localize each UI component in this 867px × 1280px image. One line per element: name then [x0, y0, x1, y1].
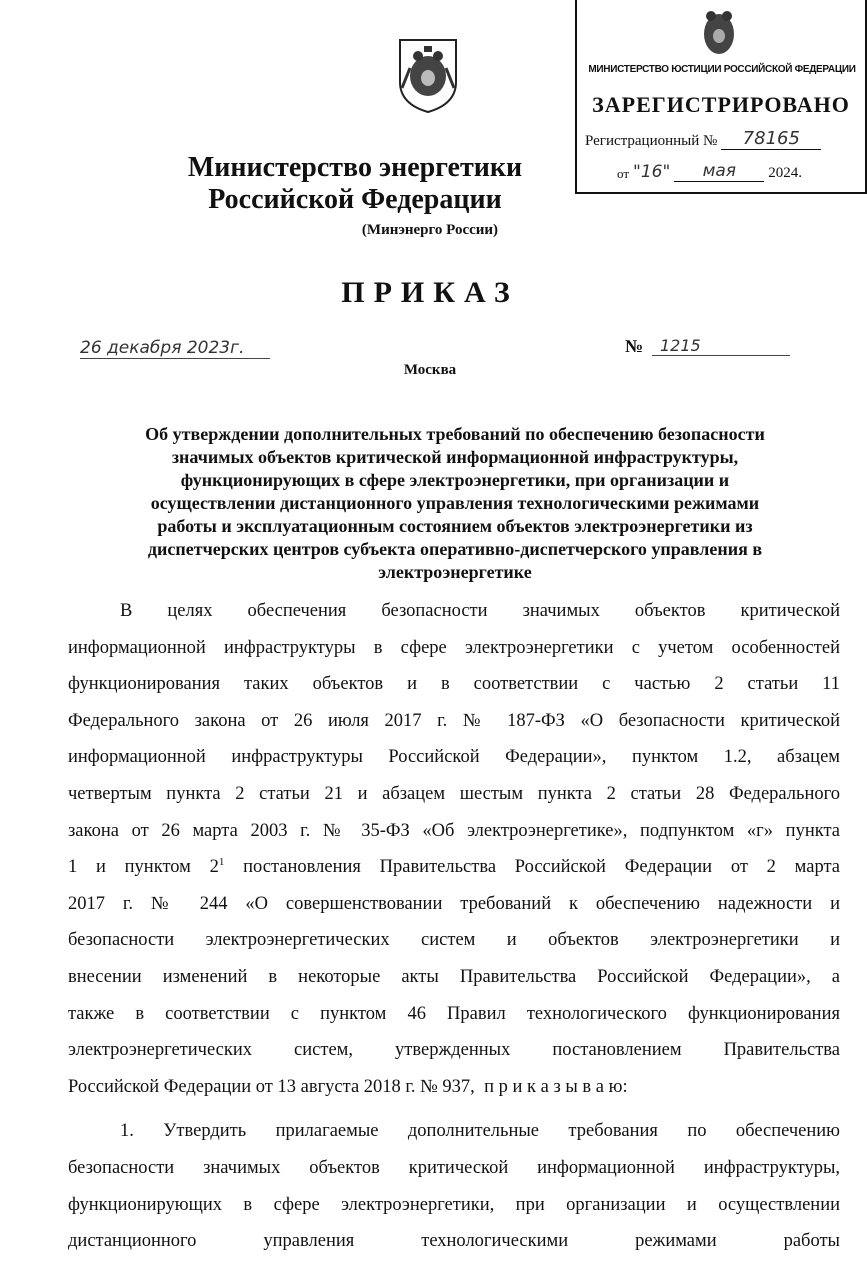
body-line: также в соответствии с пунктом 46 Правил технологического функционирования [68, 1003, 840, 1024]
item-line: функционирующих в сфере электроэнергетики, при организации и осуществлении [68, 1194, 840, 1215]
item-line: дистанционного управления технологическими режимами работы [68, 1231, 840, 1252]
body-line: четвертым пункта 2 статьи 21 и абзацем шестым пункта 2 статьи 28 Федерального [68, 783, 840, 804]
ministry-short-name: (Минэнерго России) [361, 222, 499, 238]
text: постановления Правительства Российской Федерации от 2 марта [224, 857, 840, 878]
body-line: функционирования таких объектов и в соответствии с частью 2 статьи 11 [68, 674, 840, 695]
stamp-date-prefix: от [617, 166, 630, 181]
document-type: ПРИКАЗ [341, 276, 519, 309]
city: Москва [403, 362, 457, 378]
body-line-last [68, 1069, 840, 1106]
stamp-emblem-icon [695, 6, 743, 58]
title-line: значимых объектов критической информационной инфраструктуры, [171, 447, 739, 467]
stamp-date-day: "16" [633, 162, 671, 182]
stamp-status: ЗАРЕГИСТРИРОВАНО [592, 92, 850, 117]
body-line-with-superscript [68, 849, 840, 886]
order-word: п р и к а з ы в а ю: [484, 1076, 628, 1097]
stamp-date-year: 2024. [768, 165, 803, 181]
stamp-org: МИНИСТЕРСТВО ЮСТИЦИИ РОССИЙСКОЙ ФЕДЕРАЦИИ [588, 64, 856, 75]
title-line: Об утверждении дополнительных требований по обеспечению безопасности [145, 424, 765, 444]
item-line: 1. Утвердить прилагаемые дополнительные требования по обеспечению [120, 1121, 840, 1142]
body-line: безопасности электроэнергетических систем и объектов электроэнергетики и [68, 930, 840, 951]
ministry-name [140, 152, 570, 216]
stamp-reg [585, 126, 861, 150]
body-line: закона от 26 марта 2003 г. № 35-ФЗ «Об электроэнергетике», подпунктом «г» пункта [68, 820, 840, 841]
stamp-reg-number: 78165 [721, 128, 821, 150]
order-number-label: № [625, 336, 644, 356]
stamp-reg-label: Регистрационный № [585, 133, 718, 149]
title-line: функционирующих в сфере электроэнергетики, при организации и [180, 470, 730, 490]
stamp-date-month: мая [674, 161, 764, 182]
order-title [70, 423, 840, 584]
ministry-line-1: Министерство энергетики [187, 152, 523, 183]
body-line: информационной инфраструктуры Российской Федерации», пунктом 1.2, абзацем [68, 747, 840, 768]
body-line: В целях обеспечения безопасности значимых объектов критической [120, 601, 840, 621]
order-date: 26 декабря 2023г. [80, 338, 270, 359]
coat-of-arms-emblem [396, 38, 460, 114]
registration-stamp [575, 0, 867, 194]
body-line: информационной инфраструктуры в сфере электроэнергетики с учетом особенностей [68, 637, 840, 658]
item-line: безопасности значимых объектов критической информационной инфраструктуры, [68, 1157, 840, 1178]
body-line: 2017 г. № 244 «О совершенствовании требований к обеспечению надежности и [68, 893, 840, 914]
order-body [68, 593, 840, 1260]
ministry-line-2: Российской Федерации [208, 184, 502, 215]
superscript: 1 [218, 856, 225, 868]
body-line: Федерального закона от 26 июля 2017 г. № 187-ФЗ «О безопасности критической [68, 710, 840, 731]
stamp-date [617, 158, 857, 182]
text: Российской Федерации от 13 августа 2018 г. № 937, [68, 1076, 475, 1097]
order-number: 1215 [652, 336, 790, 356]
title-line: диспетчерских центров субъекта оперативно-диспетчерского управления в [147, 539, 763, 559]
title-line: осуществлении дистанционного управления технологическими режимами [150, 493, 760, 513]
title-line: работы и эксплуатационным состоянием объектов электроэнергетики из [157, 516, 753, 536]
text: 1 и пунктом 2 [68, 857, 219, 878]
body-line: электроэнергетических систем, утвержденных постановлением Правительства [68, 1040, 840, 1061]
title-line: электроэнергетике [378, 562, 532, 582]
body-line: внесении изменений в некоторые акты Правительства Российской Федерации», а [68, 966, 840, 987]
